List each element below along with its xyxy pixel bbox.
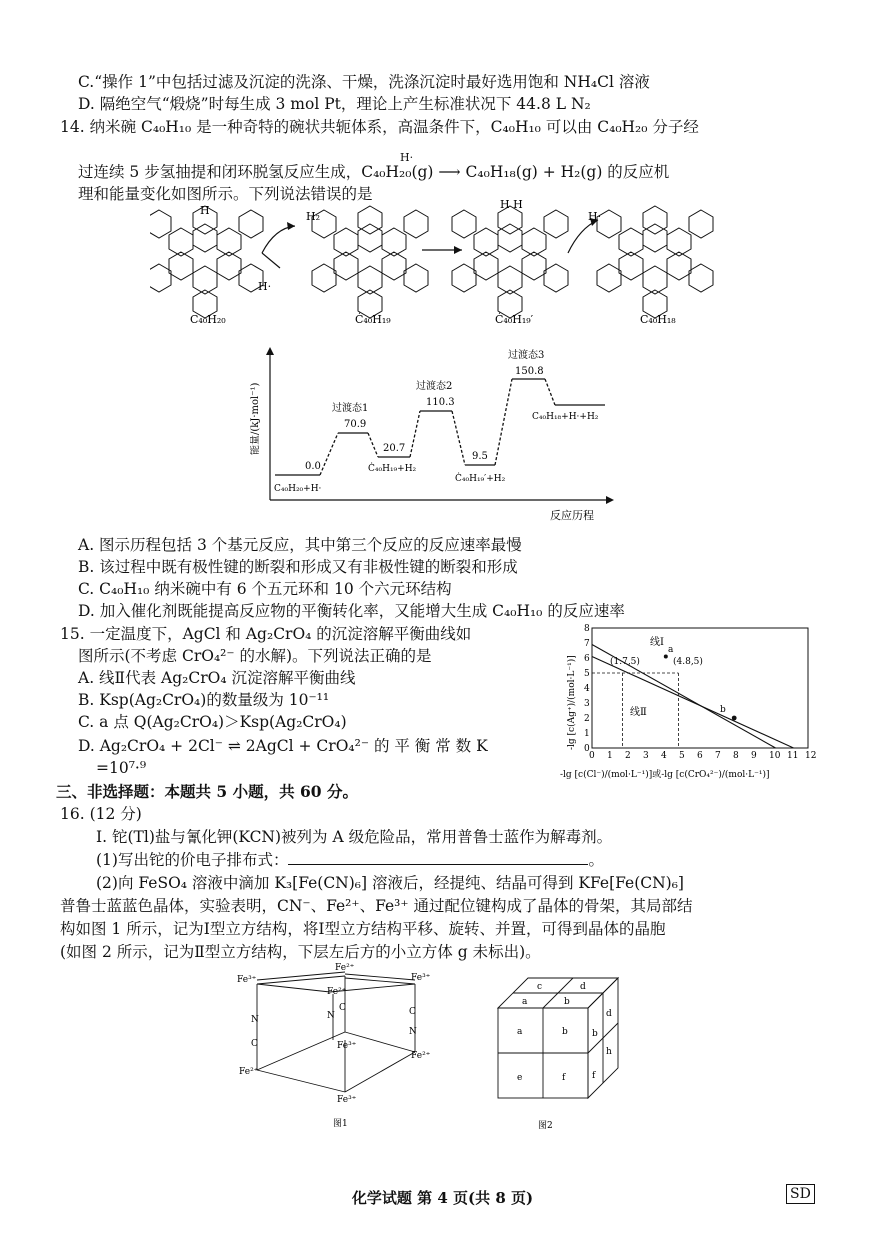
molecule-c40h19-prime [452,206,568,318]
cube-label-c: c [537,982,543,992]
molecule-c40h18 [597,206,713,318]
fig1-n-c: N [327,1011,335,1021]
arrow-step1 [262,226,295,253]
figure-2-cube [492,968,632,1133]
cube-label-f-side: f [592,1071,596,1081]
fig1-fe3-b: Fe³⁺ [411,973,431,983]
q15-stem-line2: 图所示(不考虑 CrO₄²⁻ 的水解)。下列说法正确的是 [78,647,432,665]
q16-subq1: (1)写出铊的价电子排布式： 。 [96,851,604,869]
arrow-h-in [262,253,280,268]
value-9-5: 9.5 [472,451,488,462]
label-c40h19-prime: Ċ₄₀H₁₉′ [495,313,534,326]
q14-arrow-label: H· [400,151,414,164]
fig1-fe3-c: Fe³⁺ [337,1041,357,1051]
point-1-7-5-label: (1.7,5) [610,657,640,667]
q16-subq2-line4: (如图 2 所示，记为Ⅱ型立方结构，下层左后方的小立方体 g 未标出)。 [60,943,541,961]
x-tick-1: 1 [607,751,613,761]
q16-subq2-line1: (2)向 FeSO₄ 溶液中滴加 K₃[Fe(CN)₆] 溶液后，经提纯、结晶可得到 KFe[Fe(CN)₆] [96,874,684,892]
ts3-label: 过渡态3 [508,350,545,361]
q14-option-a: A. 图示历程包括 3 个基元反应，其中第三个反应的反应速率最慢 [78,536,522,554]
graph-frame [592,628,808,748]
mech-h2-out: H₂ [306,210,321,223]
molecule-c40h20 [150,206,263,318]
line-ii-label: 线Ⅱ [630,707,647,718]
fig1-fe2-d: Fe²⁺ [411,1051,431,1061]
fig1-n-a: N [251,1015,259,1025]
x-tick-4: 4 [661,751,667,761]
point-a-label: a [668,645,674,655]
x-tick-6: 6 [697,751,703,761]
species-int2: Ċ₄₀H₁₉′+H₂ [455,474,506,484]
cube-label-h: h [606,1047,612,1057]
energy-ylabel: 能量/(kJ·mol⁻¹) [250,382,261,455]
y-tick-2: 2 [584,714,590,724]
y-tick-5: 5 [584,669,590,679]
sd-badge: SD [786,1184,815,1204]
point-b [732,716,737,721]
q16-subq2-line2: 普鲁士蓝蓝色晶体，实验表明，CN⁻、Fe²⁺、Fe³⁺ 通过配位键构成了晶体的骨架，其局部结 [60,897,693,915]
label-c40h18: C₄₀H₁₈ [640,313,676,326]
cube-label-e: e [517,1073,523,1083]
q14-option-d: D. 加入催化剂既能提高反应物的平衡转化率，又能增大生成 C₄₀H₁₀ 的反应速率 [78,602,625,620]
mech-h-label: H [200,204,210,217]
q15-option-c: C. a 点 Q(Ag₂CrO₄)＞Ksp(Ag₂CrO₄) [78,713,347,731]
mech-hh-label: H H [500,198,523,211]
q14-stem-line3: 理和能量变化如图所示。下列说法错误的是 [78,185,373,203]
cube-label-a-top: a [522,997,528,1007]
fig1-fe2-c: Fe²⁺ [239,1067,259,1077]
graph-ylabel: -lg [c(Ag⁺)/(mol·L⁻¹)] [567,655,577,750]
q16-heading: 16. (12 分) [60,805,142,823]
x-tick-3: 3 [643,751,649,761]
mechanism-diagram [150,198,750,328]
x-tick-11: 11 [787,751,799,761]
y-tick-1: 1 [584,729,590,739]
x-tick-2: 2 [625,751,631,761]
x-tick-5: 5 [679,751,685,761]
cube-label-a: a [517,1027,523,1037]
arrow-step3 [568,220,598,253]
q15-option-d: D. Ag₂CrO₄ + 2Cl⁻ ⇌ 2AgCl + CrO₄²⁻ 的 平 衡 常 数 K [78,737,488,755]
y-tick-8: 8 [584,624,590,634]
ts1-label: 过渡态1 [332,403,369,414]
cube-label-b-side: b [592,1029,598,1039]
fig1-n-b: N [409,1027,417,1037]
molecule-c40h19 [312,206,428,318]
x-tick-8: 8 [733,751,739,761]
species-product: C₄₀H₁₈+H·+H₂ [532,412,599,422]
figure-1-cube [235,962,445,1134]
point-4-8-5-label: (4.8,5) [673,657,703,667]
value-110-3: 110.3 [426,397,455,408]
q14-option-c: C. C₄₀H₁₀ 纳米碗中有 6 个五元环和 10 个六元环结构 [78,580,452,598]
line-i-label: 线Ⅰ [650,637,664,648]
q13-option-d: D. 隔绝空气“煅烧”时每生成 3 mol Pt，理论上产生标准状况下 44.8 L N₂ [78,95,591,113]
x-tick-0: 0 [589,751,595,761]
page-footer: 化学试题 第 4 页(共 8 页) [351,1189,534,1207]
y-tick-3: 3 [584,699,590,709]
energy-xlabel: 反应历程 [550,509,594,522]
mech-h-dot-out: H· [588,210,602,223]
label-c40h19: Ċ₄₀H₁₉ [355,313,391,326]
point-a [664,655,668,659]
mech-h-dot-in: H· [258,280,272,293]
fig1-c-b: C [409,1007,416,1017]
graph-xlabel: -lg [c(Cl⁻)/(mol·L⁻¹)]或-lg [c(CrO₄²⁻)/(mol·L⁻¹)] [560,770,770,780]
value-70-9: 70.9 [344,419,367,430]
fig1-fe2-a: Fe²⁺ [335,963,355,973]
q13-option-c: C.“操作 1”中包括过滤及沉淀的洗涤、干燥，洗涤沉淀时最好选用饱和 NH₄Cl 溶液 [78,73,650,91]
x-tick-10: 10 [769,751,781,761]
q15-stem-line1: 15. 一定温度下，AgCl 和 Ag₂CrO₄ 的沉淀溶解平衡曲线如 [60,625,472,643]
fig1-caption: 图1 [333,1119,348,1129]
cube-label-f: f [562,1073,566,1083]
cube-label-b-top: b [564,997,570,1007]
cube-label-d-side: d [606,1009,612,1019]
section-3-title: 三、非选择题：本题共 5 小题，共 60 分。 [56,782,358,801]
y-tick-7: 7 [584,639,590,649]
fig1-c-c: C [339,1003,346,1013]
value-20-7: 20.7 [383,443,406,454]
cube-label-d-top: d [580,982,586,992]
point-b-label: b [720,705,726,715]
value-0: 0.0 [305,461,321,472]
q15-option-b: B. Ksp(Ag₂CrO₄)的数量级为 10⁻¹¹ [78,691,330,709]
energy-profile-chart [250,345,630,525]
label-c40h20: C₄₀H₂₀ [190,313,226,326]
fig1-fe2-b: Fe²⁺ [327,987,347,997]
solubility-graph [560,620,880,785]
species-reactant: C₄₀H₂₀+H· [274,484,322,494]
q14-stem-line1: 14. 纳米碗 C₄₀H₁₀ 是一种奇特的碗状共轭体系，高温条件下，C₄₀H₁₀ 可以由 C₄₀H₂₀ 分子经 [60,118,699,136]
q15-option-a: A. 线Ⅱ代表 Ag₂CrO₄ 沉淀溶解平衡曲线 [78,669,356,687]
y-tick-0: 0 [584,744,590,754]
fig1-c-a: C [251,1039,258,1049]
q14-stem-line2: 过连续 5 步氢抽提和闭环脱氢反应生成，C₄₀H₂₀(g) ⟶ C₄₀H₁₈(g) + H₂(g) 的反应机 [78,163,670,181]
value-150-8: 150.8 [515,366,544,377]
q16-subq2-line3: 构如图 1 所示，记为Ⅰ型立方结构，将Ⅰ型立方结构平移、旋转、并置，可得到晶体的晶胞 [60,920,666,938]
y-tick-6: 6 [584,654,590,664]
species-int1: Ċ₄₀H₁₉+H₂ [368,464,417,474]
x-tick-9: 9 [751,751,757,761]
y-tick-4: 4 [584,684,590,694]
q16-part1: Ⅰ. 铊(Tl)盐与氰化钾(KCN)被列为 A 级危险品，常用普鲁士蓝作为解毒剂。 [96,828,613,846]
fig2-caption: 图2 [538,1121,553,1131]
fig1-fe3-d: Fe³⁺ [337,1095,357,1105]
x-tick-7: 7 [715,751,721,761]
q15-option-d-k: =10⁷·⁹ [96,759,147,777]
fig1-fe3-a: Fe³⁺ [237,975,257,985]
q14-option-b: B. 该过程中既有极性键的断裂和形成又有非极性键的断裂和形成 [78,558,518,576]
cube-label-b: b [562,1027,568,1037]
x-tick-12: 12 [805,751,817,761]
ts2-label: 过渡态2 [416,381,453,392]
answer-blank[interactable] [288,850,588,865]
